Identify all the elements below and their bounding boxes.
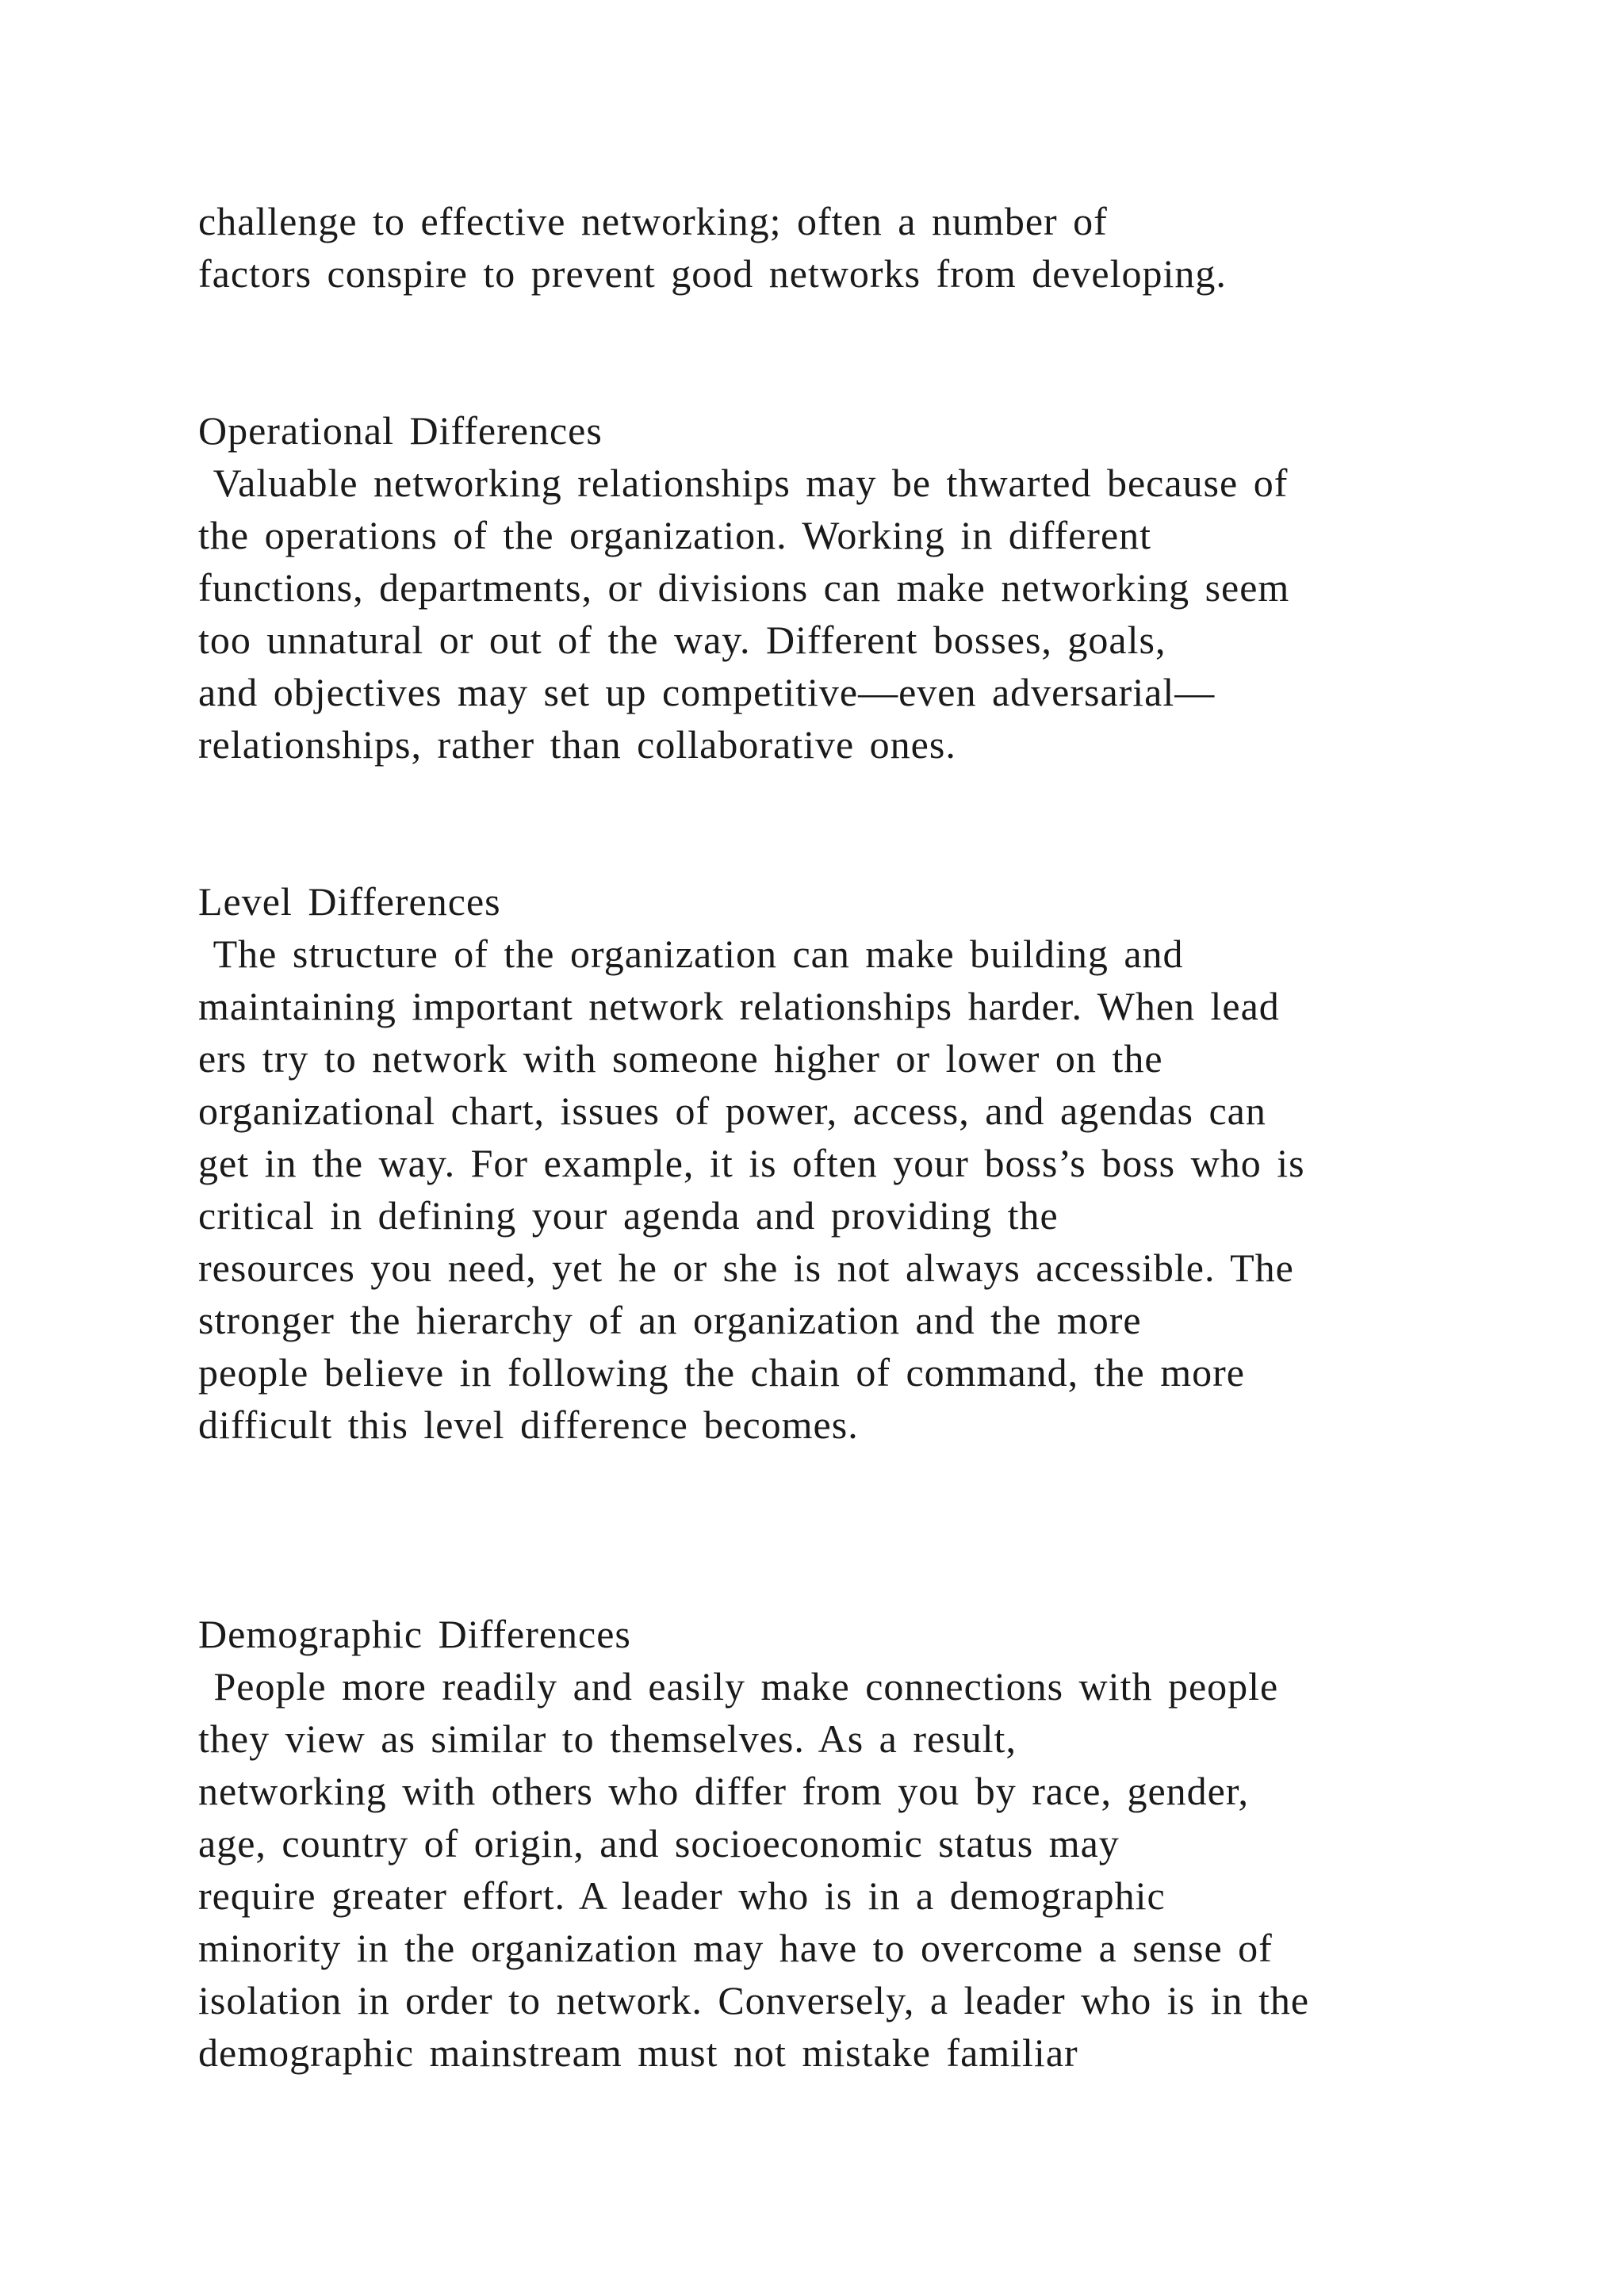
text-line: age, country of origin, and socioeconomic status may bbox=[198, 1821, 1120, 1866]
text-line: challenge to effective networking; often a number of bbox=[198, 199, 1108, 243]
intro-paragraph bbox=[198, 195, 1467, 300]
text-line: resources you need, yet he or she is not always accessible. The bbox=[198, 1246, 1294, 1290]
text-line: the operations of the organization. Working in different bbox=[198, 513, 1152, 557]
text-line: maintaining important network relationships harder. When lead bbox=[198, 984, 1280, 1028]
text-line: critical in defining your agenda and providing the bbox=[198, 1193, 1059, 1238]
text-line: stronger the hierarchy of an organization and the more bbox=[198, 1298, 1142, 1342]
text-line: relationships, rather than collaborative ones. bbox=[198, 722, 956, 767]
text-line: too unnatural or out of the way. Different bosses, goals, bbox=[198, 618, 1166, 662]
text-line: ers try to network with someone higher or lower on the bbox=[198, 1036, 1163, 1081]
section-heading: Demographic Differences bbox=[198, 1612, 631, 1656]
text-line: people believe in following the chain of command, the more bbox=[198, 1350, 1245, 1395]
text-line: Valuable networking relationships may be thwarted because of bbox=[198, 461, 1289, 505]
level-differences-section bbox=[198, 875, 1467, 1451]
section-heading: Operational Differences bbox=[198, 408, 603, 453]
text-line: People more readily and easily make connections with people bbox=[198, 1664, 1279, 1709]
text-line: factors conspire to prevent good networks from developing. bbox=[198, 251, 1227, 296]
text-line: The structure of the organization can make building and bbox=[198, 932, 1184, 976]
text-line: difficult this level difference becomes. bbox=[198, 1402, 859, 1447]
text-line: minority in the organization may have to overcome a sense of bbox=[198, 1926, 1273, 1970]
text-line: get in the way. For example, it is often your boss’s boss who is bbox=[198, 1141, 1305, 1185]
text-line: and objectives may set up competitive—even adversarial— bbox=[198, 670, 1216, 714]
text-line: organizational chart, issues of power, access, and agendas can bbox=[198, 1089, 1266, 1133]
text-line: require greater effort. A leader who is in a demographic bbox=[198, 1873, 1166, 1918]
text-line: functions, departments, or divisions can make networking seem bbox=[198, 565, 1290, 610]
text-line: demographic mainstream must not mistake familiar bbox=[198, 2030, 1078, 2075]
text-line: they view as similar to themselves. As a result, bbox=[198, 1716, 1017, 1761]
text-line: isolation in order to network. Conversely, a leader who is in the bbox=[198, 1978, 1310, 2022]
demographic-differences-section bbox=[198, 1608, 1467, 2079]
text-line: networking with others who differ from you by race, gender, bbox=[198, 1769, 1250, 1813]
operational-differences-section bbox=[198, 404, 1467, 771]
section-heading: Level Differences bbox=[198, 879, 501, 924]
